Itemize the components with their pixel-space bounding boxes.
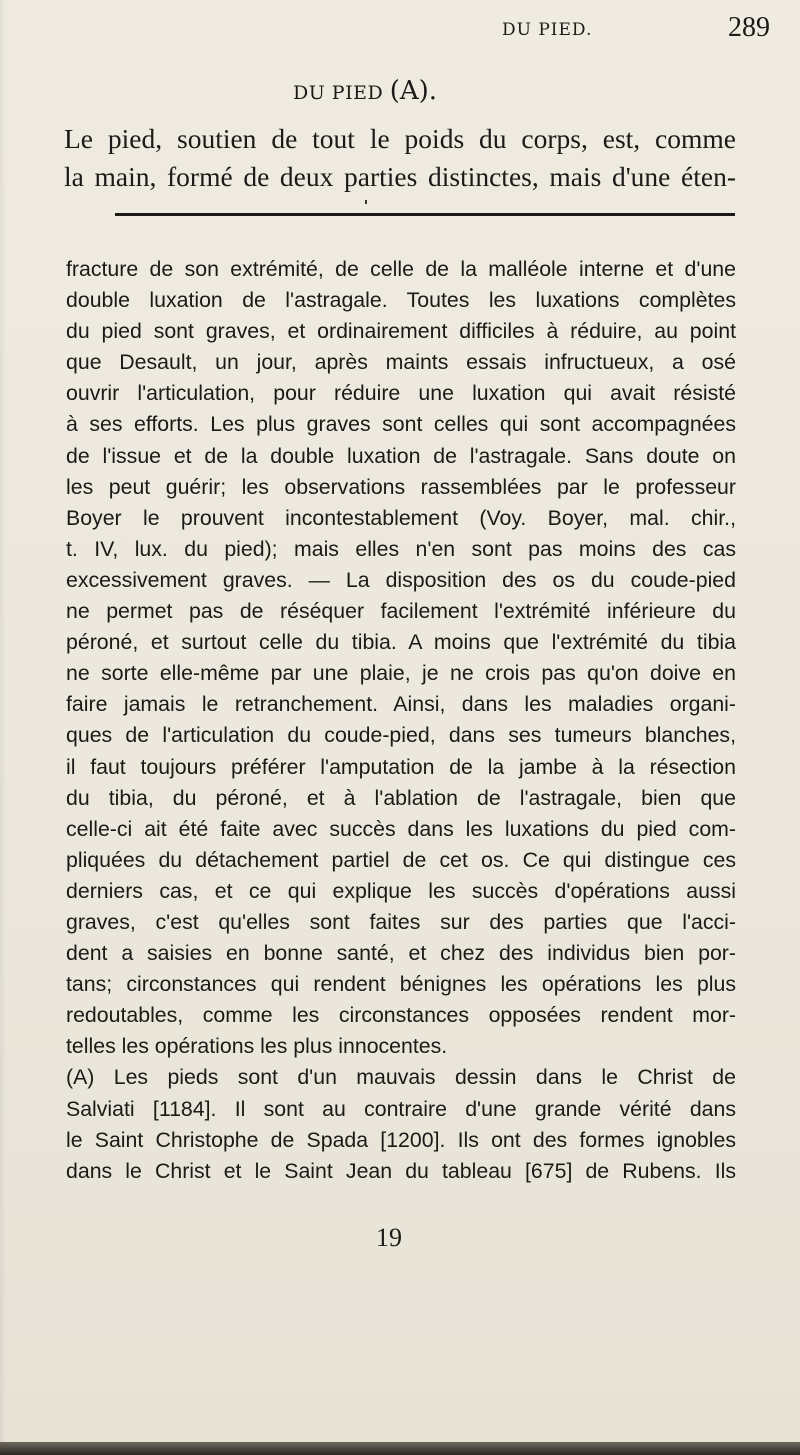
footnote-line: à ses efforts. Les plus graves sont celles qui sont accompagnées	[66, 412, 736, 437]
footnote-line: excessivement graves. — La disposition des os du coude-pied	[66, 567, 736, 592]
footnote-line: du pied sont graves, et ordinairement difficiles à réduire, au point	[66, 319, 736, 344]
footnote-line: le Saint Christophe de Spada [1200]. Ils ont des formes ignobles	[66, 1127, 736, 1152]
footnote-line: que Desault, un jour, après maints essais infructueux, a osé	[66, 350, 736, 375]
footnote-line: tans; circonstances qui rendent bénignes les opérations les plus	[66, 972, 736, 997]
signature-mark: 19	[376, 1223, 402, 1252]
footnote-line: ques de l'articulation du coude-pied, dans ses tumeurs blanches,	[66, 723, 736, 748]
footnote-line: faire jamais le retranchement. Ainsi, dans les maladies organi-	[66, 692, 736, 717]
main-paragraph	[64, 120, 736, 196]
footnote-line: (A) Les pieds sont d'un mauvais dessin dans le Christ de	[66, 1065, 736, 1090]
footnote-line: les peut guérir; les observations rassemblées par le professeur	[66, 474, 736, 499]
footnote-line: Boyer le prouvent incontestablement (Voy. Boyer, mal. chir.,	[66, 505, 736, 530]
main-line: Le pied, soutien de tout le poids du corps, est, comme	[64, 123, 736, 154]
page-gutter-shadow	[0, 0, 6, 1455]
footnote-line: pliquées du détachement partiel de cet os. Ce qui distingue ces	[66, 847, 736, 872]
footnote-line: ouvrir l'articulation, pour réduire une luxation qui avait résisté	[66, 381, 736, 406]
running-head: DU PIED.	[502, 20, 593, 40]
footnote-line: t. IV, lux. du pied); mais elles n'en sont pas moins des cas	[66, 536, 736, 561]
footnote-line: double luxation de l'astragale. Toutes les luxations complètes	[66, 288, 736, 313]
page-bottom-edge	[0, 1442, 800, 1455]
footnote-line: de l'issue et de la double luxation de l'astragale. Sans doute on	[66, 443, 736, 468]
section-title-prefix: DU PIED	[293, 82, 384, 104]
footnote-line: dent a saisies en bonne santé, et chez des individus bien por-	[66, 941, 736, 966]
footnote-line: ne permet pas de réséquer facilement l'extrémité inférieure du	[66, 599, 736, 624]
section-title	[293, 76, 437, 106]
footnote-line: péroné, et surtout celle du tibia. A moins que l'extrémité du tibia	[66, 630, 736, 655]
footnote-line: derniers cas, et ce qui explique les succès d'opérations aussi	[66, 878, 736, 903]
footnote-separator-rule	[115, 213, 735, 216]
footnote-line: du tibia, du péroné, et à l'ablation de l'astragale, bien que	[66, 785, 736, 810]
footnote-line: fracture de son extrémité, de celle de la malléole interne et d'une	[66, 257, 736, 281]
footnote-line: graves, c'est qu'elles sont faites sur des parties que l'acci-	[66, 909, 736, 934]
footnote-line: dans le Christ et le Saint Jean du tableau [675] de Rubens. Ils	[66, 1158, 736, 1183]
footnote-block	[66, 254, 736, 1187]
footnote-line: Salviati [1184]. Il sont au contraire d'une grande vérité dans	[66, 1096, 736, 1121]
footnote-line: celle-ci ait été faite avec succès dans les luxations du pied com-	[66, 816, 736, 841]
footnote-line: il faut toujours préférer l'amputation de la jambe à la résection	[66, 754, 736, 779]
footnote-line: redoutables, comme les circonstances opposées rendent mor-	[66, 1003, 736, 1028]
footnote-line: telles les opérations les plus innocentes.	[66, 1034, 448, 1059]
footnote-line: ne sorte elle-même par une plaie, je ne crois pas qu'on doive en	[66, 661, 736, 686]
section-title-suffix: (A).	[389, 76, 438, 106]
page-number: 289	[728, 12, 770, 43]
main-line: la main, formé de deux parties distinctes, mais d'une éten-	[64, 161, 736, 192]
